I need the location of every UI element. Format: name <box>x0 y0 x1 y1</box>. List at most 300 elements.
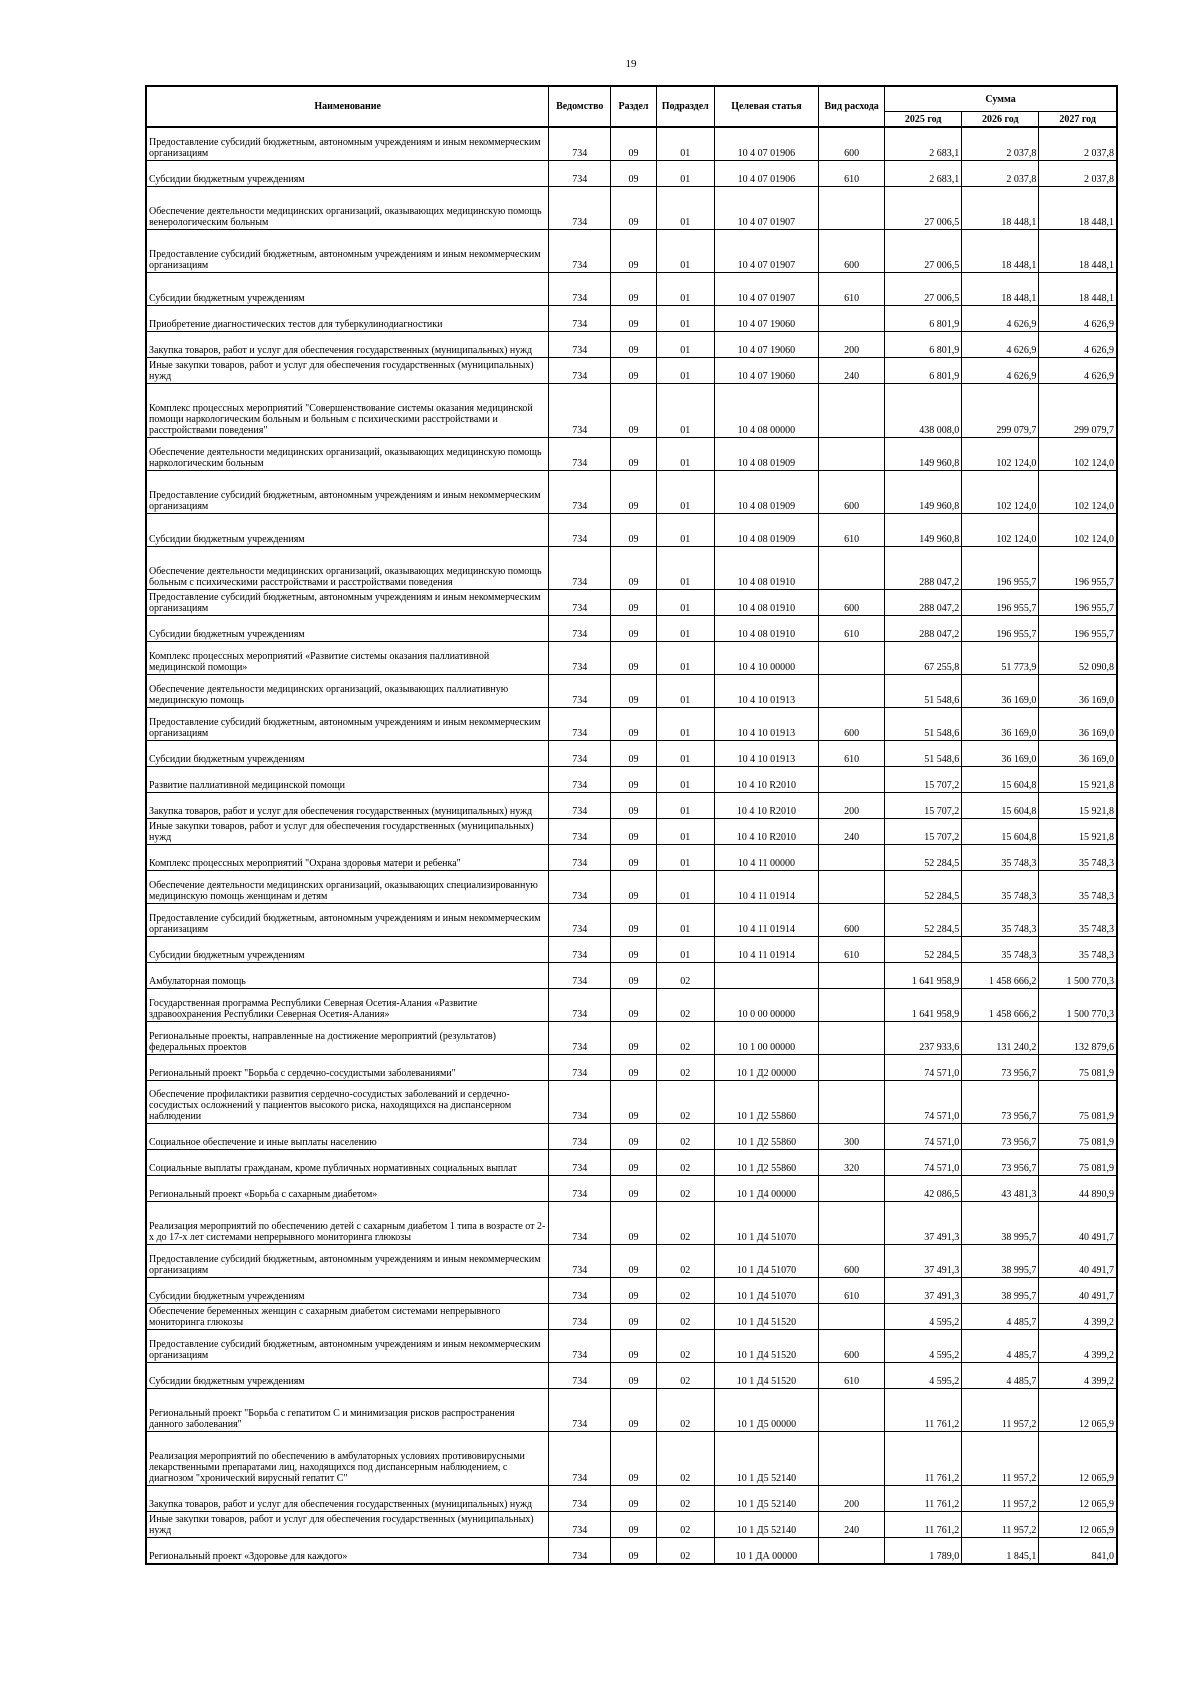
cell-celevaya-statya: 10 1 Д4 00000 <box>714 1176 819 1202</box>
cell-sum-2025: 52 284,5 <box>885 904 962 937</box>
cell-sum-2026: 11 957,2 <box>962 1512 1039 1538</box>
table-row <box>146 514 1117 547</box>
cell-razdel: 09 <box>611 963 657 989</box>
cell-vid-raskhoda <box>819 306 885 332</box>
cell-name: Субсидии бюджетным учреждениям <box>146 937 549 963</box>
cell-razdel: 09 <box>611 1202 657 1245</box>
cell-sum-2025: 37 491,3 <box>885 1245 962 1278</box>
cell-celevaya-statya: 10 4 08 00000 <box>714 384 819 438</box>
table-row <box>146 471 1117 514</box>
table-row <box>146 1202 1117 1245</box>
cell-vid-raskhoda: 610 <box>819 514 885 547</box>
cell-name: Субсидии бюджетным учреждениям <box>146 1363 549 1389</box>
cell-podrazdel: 01 <box>656 845 714 871</box>
cell-celevaya-statya: 10 4 10 01913 <box>714 675 819 708</box>
cell-sum-2026: 51 773,9 <box>962 642 1039 675</box>
cell-sum-2027: 102 124,0 <box>1039 514 1117 547</box>
cell-podrazdel: 01 <box>656 590 714 616</box>
cell-razdel: 09 <box>611 904 657 937</box>
table-row <box>146 1245 1117 1278</box>
cell-sum-2027: 15 921,8 <box>1039 793 1117 819</box>
cell-name: Социальное обеспечение и иные выплаты населению <box>146 1124 549 1150</box>
cell-name: Региональный проект "Борьба с гепатитом С и минимизация рисков распространения данного заболевания" <box>146 1389 549 1432</box>
cell-celevaya-statya: 10 4 08 01910 <box>714 590 819 616</box>
cell-sum-2025: 1 641 958,9 <box>885 989 962 1022</box>
cell-sum-2025: 52 284,5 <box>885 845 962 871</box>
cell-name: Реализация мероприятий по обеспечению в амбулаторных условиях противовирусными лекарственными препаратами лиц, находящихся под диспансерным наблюдением, с диагнозом "хронический вирусный гепатит С" <box>146 1432 549 1486</box>
cell-celevaya-statya: 10 4 08 01909 <box>714 438 819 471</box>
table-row <box>146 937 1117 963</box>
cell-sum-2027: 102 124,0 <box>1039 438 1117 471</box>
table-row <box>146 161 1117 187</box>
cell-sum-2027: 4 626,9 <box>1039 358 1117 384</box>
cell-vedomstvo: 734 <box>549 384 611 438</box>
cell-razdel: 09 <box>611 616 657 642</box>
table-row <box>146 708 1117 741</box>
cell-name: Обеспечение деятельности медицинских организаций, оказывающих специализированную медицинскую помощь женщинам и детям <box>146 871 549 904</box>
cell-sum-2027: 44 890,9 <box>1039 1176 1117 1202</box>
cell-vid-raskhoda <box>819 1538 885 1565</box>
cell-vedomstvo: 734 <box>549 514 611 547</box>
cell-vedomstvo: 734 <box>549 767 611 793</box>
cell-razdel: 09 <box>611 1055 657 1081</box>
cell-podrazdel: 01 <box>656 471 714 514</box>
cell-sum-2027: 12 065,9 <box>1039 1432 1117 1486</box>
cell-razdel: 09 <box>611 1081 657 1124</box>
cell-vid-raskhoda: 600 <box>819 590 885 616</box>
cell-sum-2027: 196 955,7 <box>1039 616 1117 642</box>
cell-razdel: 09 <box>611 1512 657 1538</box>
cell-sum-2027: 40 491,7 <box>1039 1245 1117 1278</box>
cell-vedomstvo: 734 <box>549 332 611 358</box>
table-row <box>146 332 1117 358</box>
cell-razdel: 09 <box>611 1432 657 1486</box>
table-row <box>146 1176 1117 1202</box>
cell-vid-raskhoda <box>819 1202 885 1245</box>
cell-sum-2027: 15 921,8 <box>1039 767 1117 793</box>
cell-razdel: 09 <box>611 547 657 590</box>
cell-celevaya-statya: 10 4 07 19060 <box>714 306 819 332</box>
cell-name: Закупка товаров, работ и услуг для обеспечения государственных (муниципальных) нужд <box>146 332 549 358</box>
cell-podrazdel: 01 <box>656 384 714 438</box>
header-2027: 2027 год <box>1039 112 1117 128</box>
cell-name: Субсидии бюджетным учреждениям <box>146 273 549 306</box>
cell-vedomstvo: 734 <box>549 675 611 708</box>
cell-sum-2025: 149 960,8 <box>885 471 962 514</box>
cell-vedomstvo: 734 <box>549 1278 611 1304</box>
cell-sum-2025: 11 761,2 <box>885 1512 962 1538</box>
cell-podrazdel: 01 <box>656 358 714 384</box>
cell-podrazdel: 01 <box>656 230 714 273</box>
cell-podrazdel: 01 <box>656 675 714 708</box>
cell-name: Обеспечение деятельности медицинских организаций, оказывающих паллиативную медицинскую помощь <box>146 675 549 708</box>
cell-celevaya-statya: 10 1 Д2 55860 <box>714 1150 819 1176</box>
cell-vedomstvo: 734 <box>549 1176 611 1202</box>
cell-sum-2027: 4 399,2 <box>1039 1363 1117 1389</box>
cell-sum-2027: 35 748,3 <box>1039 871 1117 904</box>
cell-razdel: 09 <box>611 273 657 306</box>
cell-sum-2026: 35 748,3 <box>962 937 1039 963</box>
cell-sum-2025: 237 933,6 <box>885 1022 962 1055</box>
cell-sum-2027: 4 626,9 <box>1039 332 1117 358</box>
cell-vid-raskhoda <box>819 1176 885 1202</box>
cell-vedomstvo: 734 <box>549 187 611 230</box>
cell-sum-2025: 51 548,6 <box>885 708 962 741</box>
cell-name: Предоставление субсидий бюджетным, автономным учреждениям и иным некоммерческим организациям <box>146 230 549 273</box>
table-row <box>146 1124 1117 1150</box>
cell-podrazdel: 01 <box>656 127 714 161</box>
table-row <box>146 1304 1117 1330</box>
cell-sum-2027: 196 955,7 <box>1039 590 1117 616</box>
cell-podrazdel: 01 <box>656 332 714 358</box>
cell-sum-2026: 18 448,1 <box>962 230 1039 273</box>
cell-podrazdel: 01 <box>656 273 714 306</box>
cell-vedomstvo: 734 <box>549 230 611 273</box>
cell-razdel: 09 <box>611 332 657 358</box>
table-row <box>146 1363 1117 1389</box>
table-row <box>146 1538 1117 1565</box>
cell-name: Закупка товаров, работ и услуг для обеспечения государственных (муниципальных) нужд <box>146 1486 549 1512</box>
table-row <box>146 1389 1117 1432</box>
cell-vid-raskhoda: 610 <box>819 937 885 963</box>
cell-podrazdel: 01 <box>656 904 714 937</box>
cell-sum-2026: 102 124,0 <box>962 471 1039 514</box>
table-row <box>146 904 1117 937</box>
cell-sum-2025: 74 571,0 <box>885 1124 962 1150</box>
cell-name: Субсидии бюджетным учреждениям <box>146 161 549 187</box>
cell-celevaya-statya: 10 4 07 19060 <box>714 332 819 358</box>
cell-sum-2026: 11 957,2 <box>962 1389 1039 1432</box>
cell-vid-raskhoda: 610 <box>819 273 885 306</box>
cell-sum-2027: 12 065,9 <box>1039 1389 1117 1432</box>
table-row <box>146 1330 1117 1363</box>
cell-podrazdel: 02 <box>656 1512 714 1538</box>
cell-celevaya-statya: 10 1 Д5 52140 <box>714 1432 819 1486</box>
cell-sum-2027: 75 081,9 <box>1039 1124 1117 1150</box>
cell-vedomstvo: 734 <box>549 1512 611 1538</box>
cell-vid-raskhoda: 240 <box>819 1512 885 1538</box>
cell-podrazdel: 02 <box>656 1432 714 1486</box>
header-vedomstvo: Ведомство <box>549 86 611 127</box>
cell-sum-2026: 35 748,3 <box>962 904 1039 937</box>
cell-sum-2025: 288 047,2 <box>885 590 962 616</box>
cell-name: Государственная программа Республики Северная Осетия-Алания «Развитие здравоохранения Республики Северная Осетия-Алания» <box>146 989 549 1022</box>
cell-vid-raskhoda: 610 <box>819 741 885 767</box>
cell-sum-2025: 37 491,3 <box>885 1202 962 1245</box>
cell-vedomstvo: 734 <box>549 963 611 989</box>
cell-name: Закупка товаров, работ и услуг для обеспечения государственных (муниципальных) нужд <box>146 793 549 819</box>
cell-sum-2026: 4 626,9 <box>962 358 1039 384</box>
cell-sum-2027: 36 169,0 <box>1039 741 1117 767</box>
cell-celevaya-statya: 10 1 Д4 51520 <box>714 1363 819 1389</box>
table-row <box>146 127 1117 161</box>
cell-razdel: 09 <box>611 675 657 708</box>
cell-celevaya-statya: 10 4 11 01914 <box>714 904 819 937</box>
header-celevaya-statya: Целевая статья <box>714 86 819 127</box>
cell-razdel: 09 <box>611 1176 657 1202</box>
cell-razdel: 09 <box>611 989 657 1022</box>
cell-podrazdel: 02 <box>656 1486 714 1512</box>
table-row <box>146 963 1117 989</box>
table-row <box>146 989 1117 1022</box>
cell-name: Предоставление субсидий бюджетным, автономным учреждениям и иным некоммерческим организациям <box>146 708 549 741</box>
table-header <box>146 86 1117 127</box>
cell-podrazdel: 01 <box>656 741 714 767</box>
cell-sum-2027: 75 081,9 <box>1039 1150 1117 1176</box>
cell-vedomstvo: 734 <box>549 1150 611 1176</box>
cell-vedomstvo: 734 <box>549 1081 611 1124</box>
cell-podrazdel: 01 <box>656 187 714 230</box>
cell-sum-2026: 43 481,3 <box>962 1176 1039 1202</box>
cell-name: Региональный проект «Здоровье для каждого» <box>146 1538 549 1565</box>
cell-celevaya-statya: 10 4 07 01907 <box>714 187 819 230</box>
cell-vid-raskhoda <box>819 989 885 1022</box>
table-row <box>146 438 1117 471</box>
header-name: Наименование <box>146 86 549 127</box>
cell-sum-2026: 15 604,8 <box>962 793 1039 819</box>
header-summa: Сумма <box>885 86 1117 112</box>
table-row <box>146 306 1117 332</box>
cell-vedomstvo: 734 <box>549 904 611 937</box>
cell-sum-2027: 52 090,8 <box>1039 642 1117 675</box>
cell-razdel: 09 <box>611 871 657 904</box>
cell-sum-2026: 11 957,2 <box>962 1486 1039 1512</box>
cell-celevaya-statya: 10 4 10 R2010 <box>714 767 819 793</box>
cell-sum-2026: 73 956,7 <box>962 1124 1039 1150</box>
cell-sum-2025: 6 801,9 <box>885 332 962 358</box>
cell-razdel: 09 <box>611 741 657 767</box>
cell-vid-raskhoda: 240 <box>819 819 885 845</box>
cell-sum-2027: 18 448,1 <box>1039 273 1117 306</box>
cell-vid-raskhoda: 200 <box>819 332 885 358</box>
cell-vedomstvo: 734 <box>549 273 611 306</box>
cell-celevaya-statya: 10 1 Д4 51070 <box>714 1245 819 1278</box>
cell-name: Комплекс процессных мероприятий "Охрана здоровья матери и ребенка" <box>146 845 549 871</box>
cell-name: Субсидии бюджетным учреждениям <box>146 1278 549 1304</box>
cell-podrazdel: 02 <box>656 1363 714 1389</box>
cell-sum-2025: 2 683,1 <box>885 161 962 187</box>
cell-sum-2026: 102 124,0 <box>962 438 1039 471</box>
cell-celevaya-statya: 10 4 11 00000 <box>714 845 819 871</box>
cell-sum-2025: 4 595,2 <box>885 1363 962 1389</box>
cell-celevaya-statya: 10 4 08 01909 <box>714 514 819 547</box>
cell-celevaya-statya: 10 4 07 19060 <box>714 358 819 384</box>
cell-name: Предоставление субсидий бюджетным, автономным учреждениям и иным некоммерческим организациям <box>146 471 549 514</box>
cell-razdel: 09 <box>611 642 657 675</box>
cell-sum-2026: 2 037,8 <box>962 161 1039 187</box>
cell-vedomstvo: 734 <box>549 741 611 767</box>
cell-vid-raskhoda: 610 <box>819 1363 885 1389</box>
cell-sum-2025: 288 047,2 <box>885 547 962 590</box>
cell-sum-2026: 131 240,2 <box>962 1022 1039 1055</box>
cell-vedomstvo: 734 <box>549 819 611 845</box>
cell-vid-raskhoda <box>819 1304 885 1330</box>
cell-name: Иные закупки товаров, работ и услуг для обеспечения государственных (муниципальных) нужд <box>146 819 549 845</box>
cell-sum-2026: 4 626,9 <box>962 306 1039 332</box>
cell-podrazdel: 02 <box>656 989 714 1022</box>
table-row <box>146 1486 1117 1512</box>
cell-podrazdel: 02 <box>656 1176 714 1202</box>
cell-vid-raskhoda: 600 <box>819 471 885 514</box>
cell-sum-2026: 36 169,0 <box>962 741 1039 767</box>
cell-sum-2026: 18 448,1 <box>962 187 1039 230</box>
cell-vid-raskhoda <box>819 547 885 590</box>
cell-podrazdel: 01 <box>656 514 714 547</box>
cell-podrazdel: 01 <box>656 547 714 590</box>
cell-razdel: 09 <box>611 793 657 819</box>
cell-sum-2026: 196 955,7 <box>962 547 1039 590</box>
cell-sum-2027: 18 448,1 <box>1039 230 1117 273</box>
cell-celevaya-statya <box>714 963 819 989</box>
cell-celevaya-statya: 10 0 00 00000 <box>714 989 819 1022</box>
header-razdel: Раздел <box>611 86 657 127</box>
cell-name: Субсидии бюджетным учреждениям <box>146 514 549 547</box>
cell-sum-2026: 4 626,9 <box>962 332 1039 358</box>
cell-podrazdel: 02 <box>656 1055 714 1081</box>
cell-sum-2025: 74 571,0 <box>885 1150 962 1176</box>
cell-celevaya-statya: 10 1 Д4 51070 <box>714 1278 819 1304</box>
cell-sum-2025: 11 761,2 <box>885 1432 962 1486</box>
cell-name: Реализация мероприятий по обеспечению детей с сахарным диабетом 1 типа в возрасте от 2-х до 17-х лет системами непрерывного мониторинга глюкозы <box>146 1202 549 1245</box>
cell-vedomstvo: 734 <box>549 1055 611 1081</box>
cell-sum-2027: 36 169,0 <box>1039 708 1117 741</box>
cell-podrazdel: 01 <box>656 708 714 741</box>
cell-sum-2027: 18 448,1 <box>1039 187 1117 230</box>
cell-celevaya-statya: 10 1 Д5 00000 <box>714 1389 819 1432</box>
cell-celevaya-statya: 10 4 11 01914 <box>714 871 819 904</box>
cell-razdel: 09 <box>611 1150 657 1176</box>
cell-sum-2027: 102 124,0 <box>1039 471 1117 514</box>
page-number: 19 <box>625 58 637 70</box>
cell-sum-2027: 35 748,3 <box>1039 937 1117 963</box>
table-row <box>146 871 1117 904</box>
cell-name: Иные закупки товаров, работ и услуг для обеспечения государственных (муниципальных) нужд <box>146 1512 549 1538</box>
cell-razdel: 09 <box>611 384 657 438</box>
cell-vedomstvo: 734 <box>549 1363 611 1389</box>
cell-razdel: 09 <box>611 306 657 332</box>
cell-razdel: 09 <box>611 1124 657 1150</box>
cell-razdel: 09 <box>611 1304 657 1330</box>
cell-sum-2026: 73 956,7 <box>962 1055 1039 1081</box>
cell-sum-2027: 35 748,3 <box>1039 845 1117 871</box>
cell-sum-2027: 12 065,9 <box>1039 1486 1117 1512</box>
cell-sum-2026: 4 485,7 <box>962 1330 1039 1363</box>
cell-vid-raskhoda: 610 <box>819 1278 885 1304</box>
cell-podrazdel: 01 <box>656 642 714 675</box>
cell-sum-2026: 196 955,7 <box>962 616 1039 642</box>
cell-celevaya-statya: 10 1 ДА 00000 <box>714 1538 819 1565</box>
cell-celevaya-statya: 10 4 08 01910 <box>714 547 819 590</box>
cell-sum-2026: 38 995,7 <box>962 1278 1039 1304</box>
cell-vedomstvo: 734 <box>549 989 611 1022</box>
cell-vedomstvo: 734 <box>549 1304 611 1330</box>
cell-razdel: 09 <box>611 1389 657 1432</box>
cell-vedomstvo: 734 <box>549 1486 611 1512</box>
cell-vid-raskhoda: 320 <box>819 1150 885 1176</box>
cell-podrazdel: 02 <box>656 963 714 989</box>
cell-name: Обеспечение беременных женщин с сахарным диабетом системами непрерывного мониторинга глюкозы <box>146 1304 549 1330</box>
cell-vid-raskhoda: 610 <box>819 161 885 187</box>
table-row <box>146 358 1117 384</box>
cell-razdel: 09 <box>611 937 657 963</box>
cell-sum-2027: 841,0 <box>1039 1538 1117 1565</box>
cell-sum-2025: 149 960,8 <box>885 438 962 471</box>
cell-sum-2025: 74 571,0 <box>885 1081 962 1124</box>
cell-sum-2025: 15 707,2 <box>885 793 962 819</box>
cell-podrazdel: 02 <box>656 1304 714 1330</box>
cell-razdel: 09 <box>611 590 657 616</box>
cell-vedomstvo: 734 <box>549 547 611 590</box>
cell-vedomstvo: 734 <box>549 616 611 642</box>
cell-podrazdel: 02 <box>656 1330 714 1363</box>
cell-vid-raskhoda <box>819 1389 885 1432</box>
cell-razdel: 09 <box>611 1245 657 1278</box>
cell-sum-2027: 299 079,7 <box>1039 384 1117 438</box>
cell-vid-raskhoda <box>819 675 885 708</box>
cell-sum-2027: 2 037,8 <box>1039 127 1117 161</box>
cell-sum-2026: 38 995,7 <box>962 1245 1039 1278</box>
cell-sum-2025: 438 008,0 <box>885 384 962 438</box>
cell-razdel: 09 <box>611 1363 657 1389</box>
table-row <box>146 845 1117 871</box>
cell-celevaya-statya: 10 1 Д2 00000 <box>714 1055 819 1081</box>
cell-celevaya-statya: 10 4 08 01910 <box>714 616 819 642</box>
cell-vid-raskhoda: 600 <box>819 230 885 273</box>
cell-sum-2025: 37 491,3 <box>885 1278 962 1304</box>
cell-name: Обеспечение деятельности медицинских организаций, оказывающих медицинскую помощь наркологическим больным <box>146 438 549 471</box>
cell-sum-2025: 52 284,5 <box>885 871 962 904</box>
cell-razdel: 09 <box>611 1278 657 1304</box>
cell-sum-2025: 51 548,6 <box>885 741 962 767</box>
cell-name: Предоставление субсидий бюджетным, автономным учреждениям и иным некоммерческим организациям <box>146 590 549 616</box>
cell-razdel: 09 <box>611 471 657 514</box>
cell-celevaya-statya: 10 1 Д4 51520 <box>714 1304 819 1330</box>
table-row <box>146 187 1117 230</box>
header-vid-raskhoda: Вид расхода <box>819 86 885 127</box>
table-row <box>146 675 1117 708</box>
cell-name: Амбулаторная помощь <box>146 963 549 989</box>
cell-vedomstvo: 734 <box>549 1538 611 1565</box>
cell-celevaya-statya: 10 1 00 00000 <box>714 1022 819 1055</box>
cell-sum-2026: 36 169,0 <box>962 675 1039 708</box>
cell-name: Комплекс процессных мероприятий "Совершенствование системы оказания медицинской помощи наркологическим больным и больным с психическими расстройствами и расстройствами поведения" <box>146 384 549 438</box>
cell-vid-raskhoda: 600 <box>819 904 885 937</box>
table-row <box>146 741 1117 767</box>
cell-name: Обеспечение деятельности медицинских организаций, оказывающих медицинскую помощь венерологическим больным <box>146 187 549 230</box>
cell-sum-2027: 4 626,9 <box>1039 306 1117 332</box>
cell-sum-2025: 6 801,9 <box>885 306 962 332</box>
cell-sum-2026: 102 124,0 <box>962 514 1039 547</box>
cell-sum-2025: 11 761,2 <box>885 1486 962 1512</box>
cell-vid-raskhoda <box>819 1081 885 1124</box>
header-podrazdel: Подраздел <box>656 86 714 127</box>
table-row <box>146 642 1117 675</box>
table-row <box>146 1278 1117 1304</box>
cell-vedomstvo: 734 <box>549 845 611 871</box>
cell-sum-2026: 38 995,7 <box>962 1202 1039 1245</box>
cell-razdel: 09 <box>611 1486 657 1512</box>
budget-table <box>145 85 1118 1565</box>
cell-razdel: 09 <box>611 514 657 547</box>
cell-podrazdel: 01 <box>656 871 714 904</box>
cell-sum-2026: 15 604,8 <box>962 819 1039 845</box>
cell-vid-raskhoda <box>819 187 885 230</box>
cell-sum-2026: 36 169,0 <box>962 708 1039 741</box>
cell-celevaya-statya: 10 4 10 01913 <box>714 708 819 741</box>
cell-sum-2027: 196 955,7 <box>1039 547 1117 590</box>
cell-razdel: 09 <box>611 358 657 384</box>
cell-vedomstvo: 734 <box>549 127 611 161</box>
